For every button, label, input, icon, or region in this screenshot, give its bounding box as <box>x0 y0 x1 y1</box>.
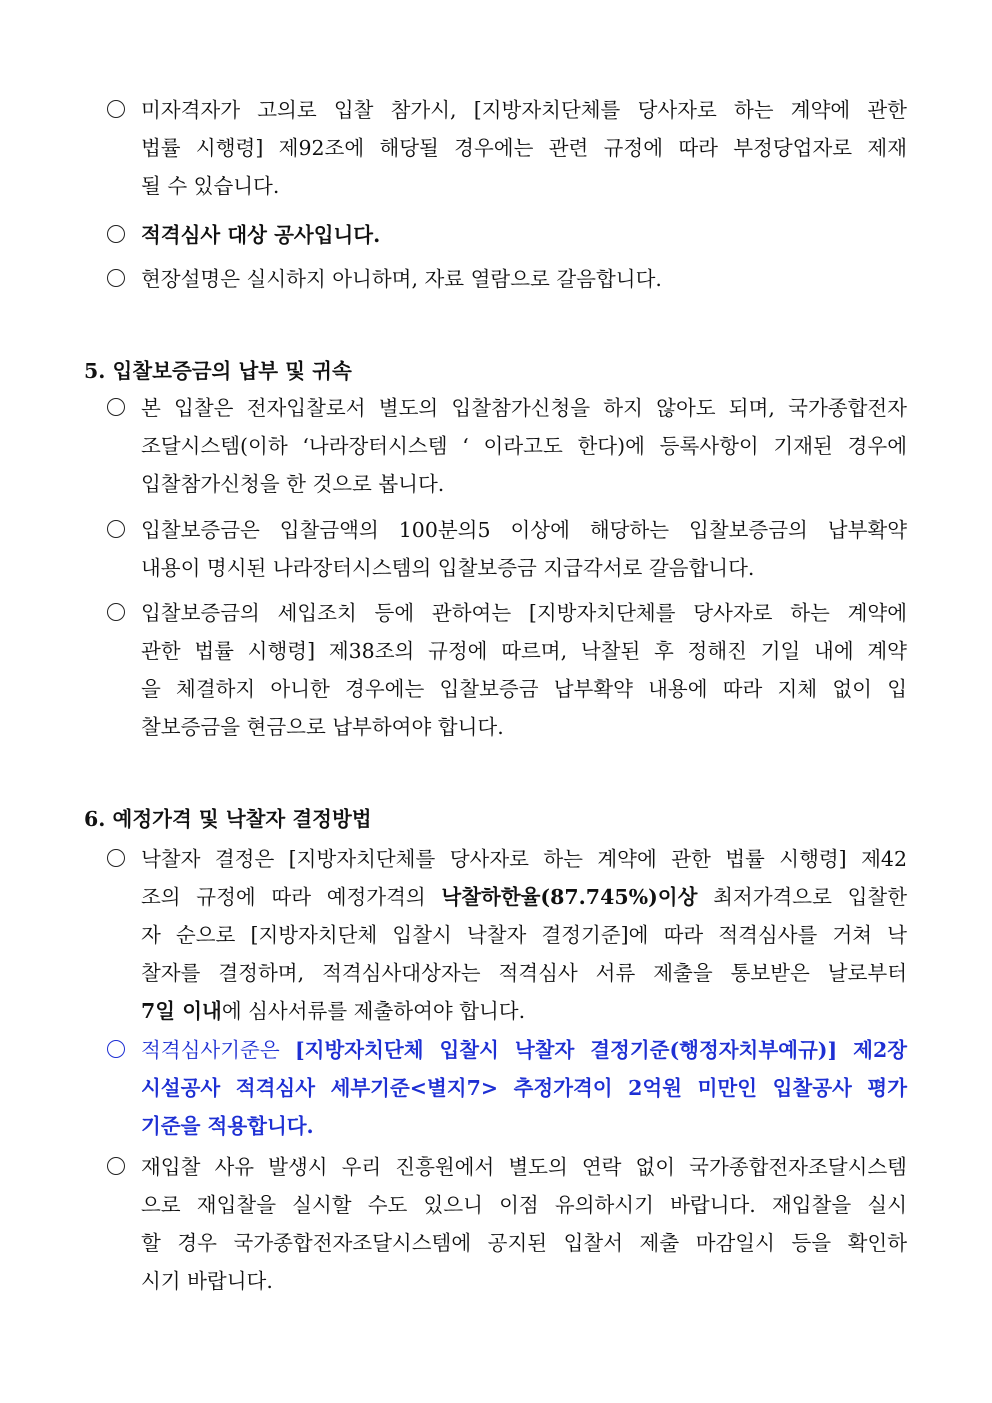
circle-bullet-icon <box>107 1157 125 1175</box>
text-line <box>141 1031 907 1069</box>
circle-bullet-icon <box>107 100 125 118</box>
text-line: 입찰보증금은 입찰금액의 100분의5 이상에 해당하는 입찰보증금의 납부확약 <box>141 518 907 542</box>
text-line <box>141 992 907 1030</box>
text-line: 할 경우 국가종합전자조달시스템에 공지된 입찰서 제출 마감일시 등을 확인하 <box>141 1231 907 1255</box>
text-line: 미자격자가 고의로 입찰 참가시, [지방자치단체를 당사자로 하는 계약에 관한 <box>141 98 907 122</box>
text-line: 입찰보증금의 세입조치 등에 관하여는 [지방자치단체를 당사자로 하는 계약에 <box>141 601 907 625</box>
text-line: 재입찰 사유 발생시 우리 진흥원에서 별도의 연락 없이 국가종합전자조달시스템 <box>141 1155 907 1179</box>
circle-bullet-icon <box>107 225 125 243</box>
circle-bullet-icon <box>107 398 125 416</box>
circle-bullet-icon <box>107 849 125 867</box>
highlight-rate: 낙찰하한율(87.745%)이상 <box>441 885 698 909</box>
circle-bullet-icon <box>107 603 125 621</box>
text-line: 적격심사 대상 공사입니다. <box>141 223 381 247</box>
highlight-standard: [지방자치단체 입찰시 낙찰자 결정기준(행정자치부예규)] 제2장 <box>294 1038 908 1062</box>
text-line: 기준을 적용합니다. <box>141 1114 314 1138</box>
text-line: 낙찰자 결정은 [지방자치단체를 당사자로 하는 계약에 관한 법률 시행령] 제42 <box>141 847 907 871</box>
text-segment: 에 심사서류를 제출하여야 합니다. <box>221 999 526 1023</box>
text-segment: 조의 규정에 따라 예정가격의 <box>141 885 442 909</box>
section-heading: 5. 입찰보증금의 납부 및 귀속 <box>84 359 352 383</box>
circle-bullet-icon <box>107 1040 125 1058</box>
section-heading: 6. 예정가격 및 낙찰자 결정방법 <box>84 807 372 831</box>
highlight-deadline: 7일 이내 <box>141 999 222 1023</box>
text-line: 으로 재입찰을 실시할 수도 있으니 이점 유의하시기 바랍니다. 재입찰을 실시 <box>141 1193 907 1217</box>
text-line: 찰보증금을 현금으로 납부하여야 합니다. <box>141 715 504 739</box>
text-line: 입찰참가신청을 한 것으로 봅니다. <box>141 472 445 496</box>
text-line: 법률 시행령] 제92조에 해당될 경우에는 관련 규정에 따라 부정당업자로 제재 <box>141 136 907 160</box>
text-line: 시기 바랍니다. <box>141 1269 273 1293</box>
text-line: 을 체결하지 아니한 경우에는 입찰보증금 납부확약 내용에 따라 지체 없이 입 <box>141 677 907 701</box>
text-segment: 적격심사기준은 <box>141 1038 295 1062</box>
text-line: 시설공사 적격심사 세부기준<별지7> 추정가격이 2억원 미만인 입찰공사 평가 <box>141 1076 907 1100</box>
text-line: 내용이 명시된 나라장터시스템의 입찰보증금 지급각서로 갈음합니다. <box>141 556 755 580</box>
text-line: 찰자를 결정하며, 적격심사대상자는 적격심사 서류 제출을 통보받은 날로부터 <box>141 961 907 985</box>
text-line: 자 순으로 [지방자치단체 입찰시 낙찰자 결정기준]에 따라 적격심사를 거쳐 낙 <box>141 923 907 947</box>
text-line: 관한 법률 시행령] 제38조의 규정에 따르며, 낙찰된 후 정해진 기일 내에 계약 <box>141 639 907 663</box>
circle-bullet-icon <box>107 520 125 538</box>
text-line: 본 입찰은 전자입찰로서 별도의 입찰참가신청을 하지 않아도 되며, 국가종합전자 <box>141 396 907 420</box>
text-line <box>141 878 907 916</box>
text-segment: 최저가격으로 입찰한 <box>697 885 908 909</box>
circle-bullet-icon <box>107 269 125 287</box>
text-line: 현장설명은 실시하지 아니하며, 자료 열람으로 갈음합니다. <box>141 267 662 291</box>
text-line: 조달시스템(이하 ‘나라장터시스템 ‘ 이라고도 한다)에 등록사항이 기재된 경우에 <box>141 434 907 458</box>
text-line: 될 수 있습니다. <box>141 174 280 198</box>
